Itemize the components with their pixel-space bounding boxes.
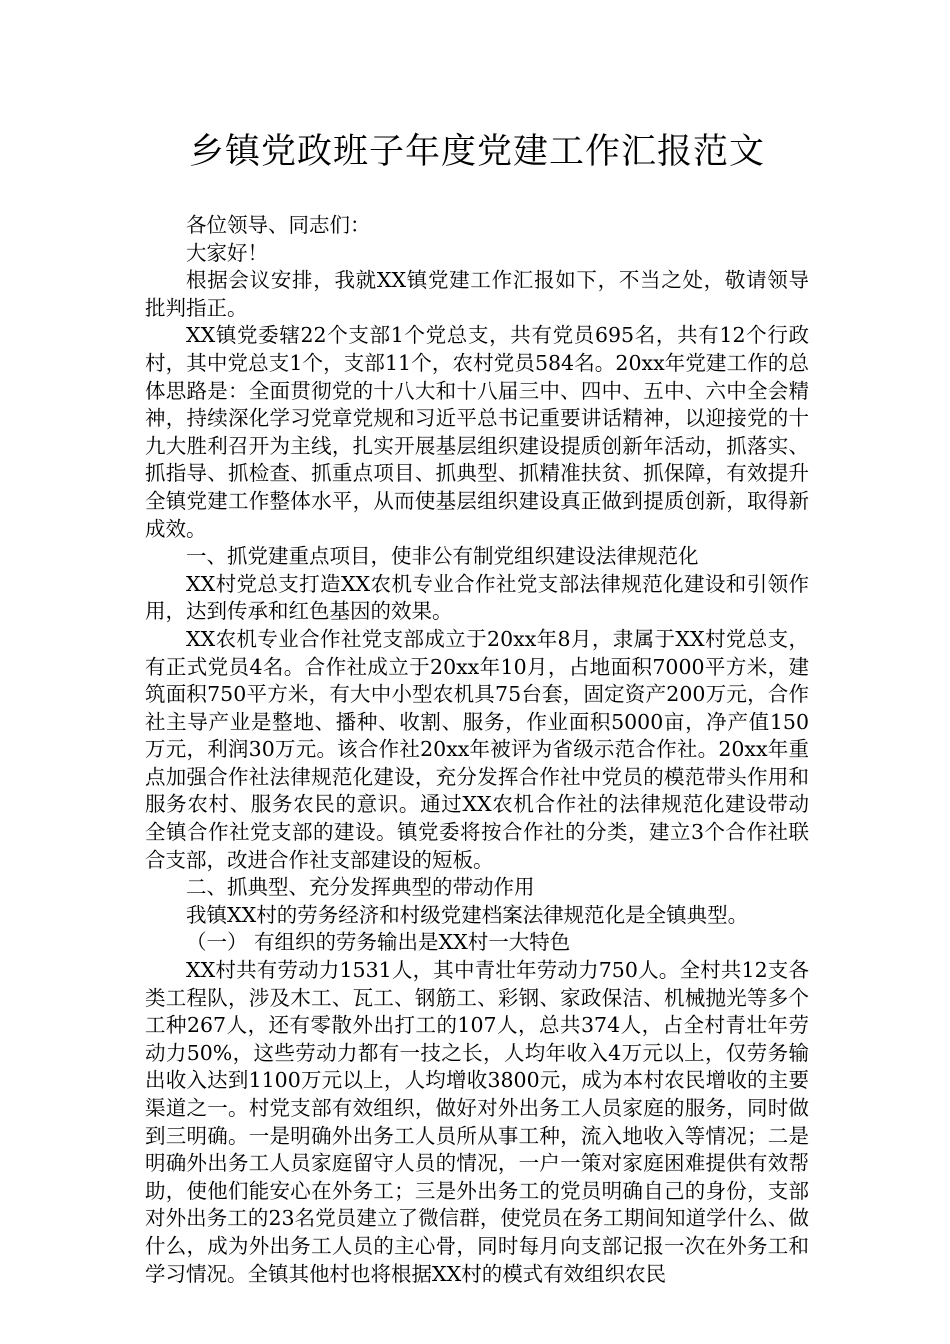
body-paragraph: XX村共有劳动力1531人，其中青壮年劳动力750人。全村共12支各类工程队，涉及木工、瓦工、钢筋工、彩钢、家政保洁、机械抛光等多个工种267人，还有零散外出打工的107人，总共374人，占全村青壮年劳动力50%，这些劳动力都有一技之长，人均年收入4万元以上，仅劳务输出收入达到1100万元以上，人均增收3800元，成为本村农民增收的主要渠道之一。村党支部有效组织，做好对外出务工人员家庭的服务，同时做到三明确。一是明确外出务工人员所从事工种，流入地收入等情况；二是明确外出务工人员家庭留守人员的情况，一户一策对家庭困难提供有效帮助，使他们能安心在外务工；三是外出务工的党员明确自己的身份，支部对外出务工的23名党员建立了微信群，使党员在务工期间知道学什么、做什么，成为外出务工人员的主心骨，同时每月向支部记报一次在外务工和学习情况。全镇其他村也将根据XX村的模式有效组织农民 [145,958,809,1286]
document-body [145,212,809,1288]
body-paragraph: 我镇XX村的劳务经济和村级党建档案法律规范化是全镇典型。 [186,902,749,927]
intro-paragraph: 根据会议安排，我就XX镇党建工作汇报如下，不当之处，敬请领导批判指正。 [145,268,809,320]
body-paragraph: XX村党总支打造XX农机专业合作社党支部法律规范化建设和引领作用，达到传承和红色基因的效果。 [145,571,809,624]
document-title: 乡镇党政班子年度党建工作汇报范文 [188,132,765,172]
greeting: 大家好！ [186,240,268,265]
section-heading-2: 二、抓典型、充分发挥典型的带动作用 [186,875,535,900]
document-page [145,128,809,1288]
overview-paragraph: XX镇党委辖22个支部1个党总支，共有党员695名，共有12个行政村，其中党总支1个，支部11个，农村党员584名。20xx年党建工作的总体思路是：全面贯彻党的十八大和十八届三中、四中、五中、六中全会精神，持续深化学习党章党规和习近平总书记重要讲话精神，以迎接党的十九大胜利召开为主线，扎实开展基层组织建设提质创新年活动，抓落实、抓指导、抓检查、抓重点项目、抓典型、抓精准扶贫、抓保障，有效提升全镇党建工作整体水平，从而使基层组织建设真正做到提质创新，取得新成效。 [145,323,809,541]
body-paragraph: XX农机专业合作社党支部成立于20xx年8月，隶属于XX村党总支，有正式党员4名。合作社成立于20xx年10月，占地面积7000平方米，建筑面积750平方米，有大中小型农机具75台套，固定资产200万元，合作社主导产业是整地、播种、收割、服务，作业面积5000亩，净产值150万元，利润30万元。该合作社20xx年被评为省级示范合作社。20xx年重点加强合作社法律规范化建设，充分发挥合作社中党员的模范带头作用和服务农村、服务农民的意识。通过XX农机合作社的法律规范化建设带动全镇合作社党支部的建设。镇党委将按合作社的分类，建立3个合作社联合支部，改进合作社支部建设的短板。 [145,626,809,872]
salutation: 各位领导、同志们： [186,213,371,237]
section-heading-1: 一、抓党建重点项目，使非公有制党组织建设法律规范化 [186,544,699,569]
subsection-heading-1: （一） 有组织的劳务输出是XX村一大特色 [186,930,571,955]
